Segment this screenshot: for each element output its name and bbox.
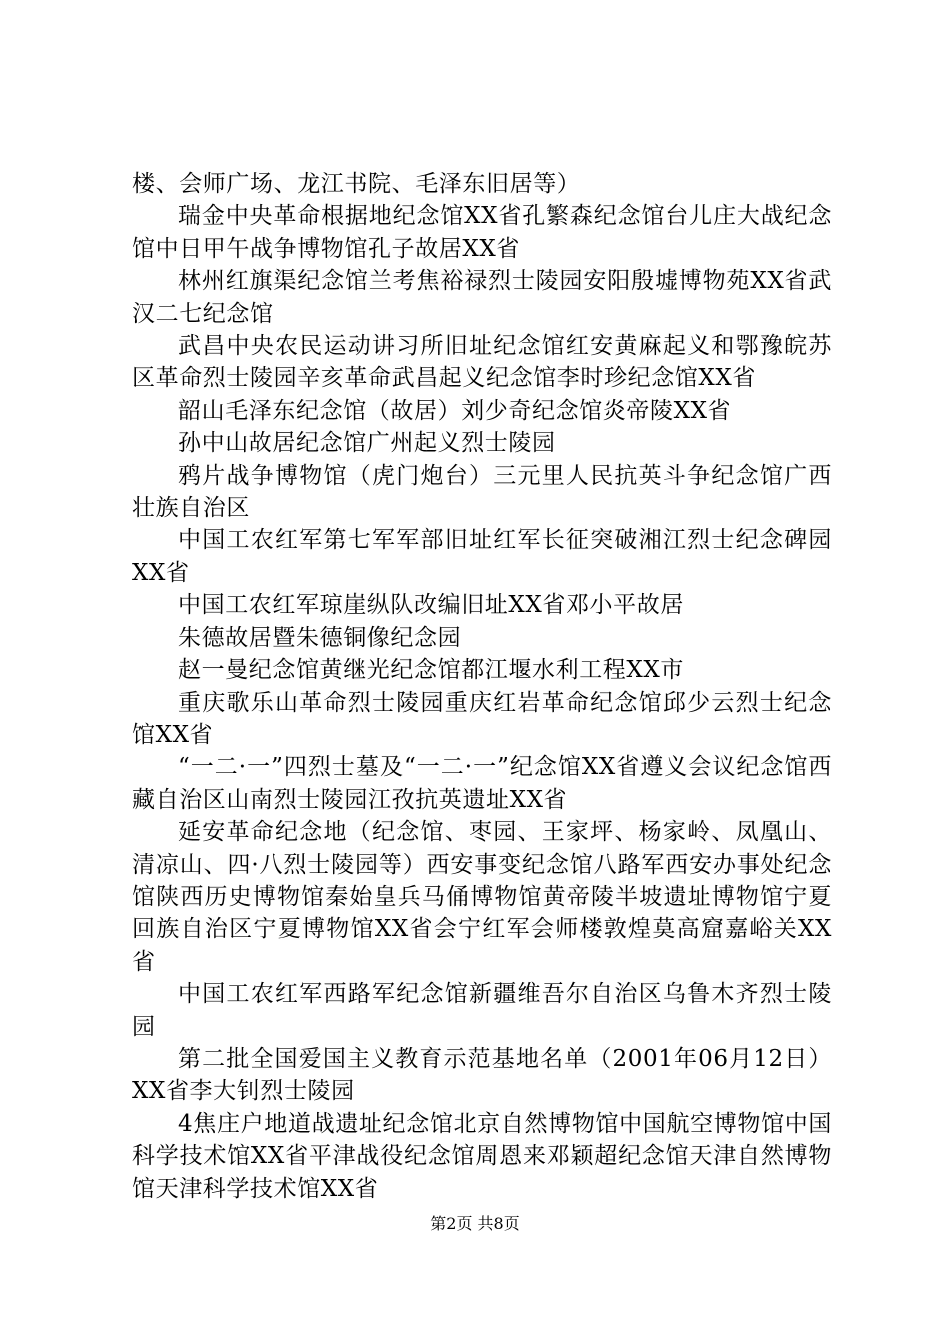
paragraph: 孙中山故居纪念馆广州起义烈士陵园 — [178, 430, 556, 457]
paragraph: 韶山毛泽东纪念馆（故居）刘少奇纪念馆炎帝陵XX省 — [178, 397, 732, 424]
paragraph: 赵一曼纪念馆黄继光纪念馆都江堰水利工程XX市 — [178, 657, 684, 684]
paragraph: 朱德故居暨朱德铜像纪念园 — [178, 624, 462, 651]
paragraph: 重庆歌乐山革命烈士陵园重庆红岩革命纪念馆邱少云烈士纪念馆XX省 — [132, 689, 832, 748]
document-body — [132, 168, 832, 1205]
page-number-footer: 第2页 共8页 — [430, 1214, 520, 1233]
paragraph: 延安革命纪念地（纪念馆、枣园、王家坪、杨家岭、凤凰山、清凉山、四·八烈士陵园等）西安事变纪念馆八路军西安办事处纪念馆陕西历史博物馆秦始皇兵马俑博物馆黄帝陵半坡遗址博物馆宁夏回族自治区宁夏博物馆XX省会宁红军会师楼敦煌莫高窟嘉峪关XX省 — [132, 819, 832, 975]
paragraph: 中国工农红军琼崖纵队改编旧址XX省邓小平故居 — [178, 592, 684, 619]
paragraph: 武昌中央农民运动讲习所旧址纪念馆红安黄麻起义和鄂豫皖苏区革命烈士陵园辛亥革命武昌起义纪念馆李时珍纪念馆XX省 — [132, 333, 832, 392]
paragraph: 中国工农红军西路军纪念馆新疆维吾尔自治区乌鲁木齐烈士陵园 — [132, 981, 832, 1040]
paragraph: 楼、会师广场、龙江书院、毛泽东旧居等） — [132, 171, 581, 197]
paragraph: 第二批全国爱国主义教育示范基地名单（2001年06月12日）XX省李大钊烈士陵园 — [132, 1045, 832, 1105]
paragraph: “一二·一”四烈士墓及“一二·一”纪念馆XX省遵义会议纪念馆西藏自治区山南烈士陵园江孜抗英遗址XX省 — [132, 754, 832, 813]
paragraph: 瑞金中央革命根据地纪念馆XX省孔繁森纪念馆台儿庄大战纪念馆中日甲午战争博物馆孔子故居XX省 — [132, 203, 832, 262]
paragraph: 林州红旗渠纪念馆兰考焦裕禄烈士陵园安阳殷墟博物苑XX省武汉二七纪念馆 — [132, 268, 832, 327]
paragraph: 鸦片战争博物馆（虎门炮台）三元里人民抗英斗争纪念馆广西壮族自治区 — [132, 462, 832, 522]
paragraph: 中国工农红军第七军军部旧址红军长征突破湘江烈士纪念碑园XX省 — [132, 527, 832, 586]
paragraph: 4焦庄户地道战遗址纪念馆北京自然博物馆中国航空博物馆中国科学技术馆XX省平津战役纪念馆周恩来邓颖超纪念馆天津自然博物馆天津科学技术馆XX省 — [132, 1110, 832, 1202]
